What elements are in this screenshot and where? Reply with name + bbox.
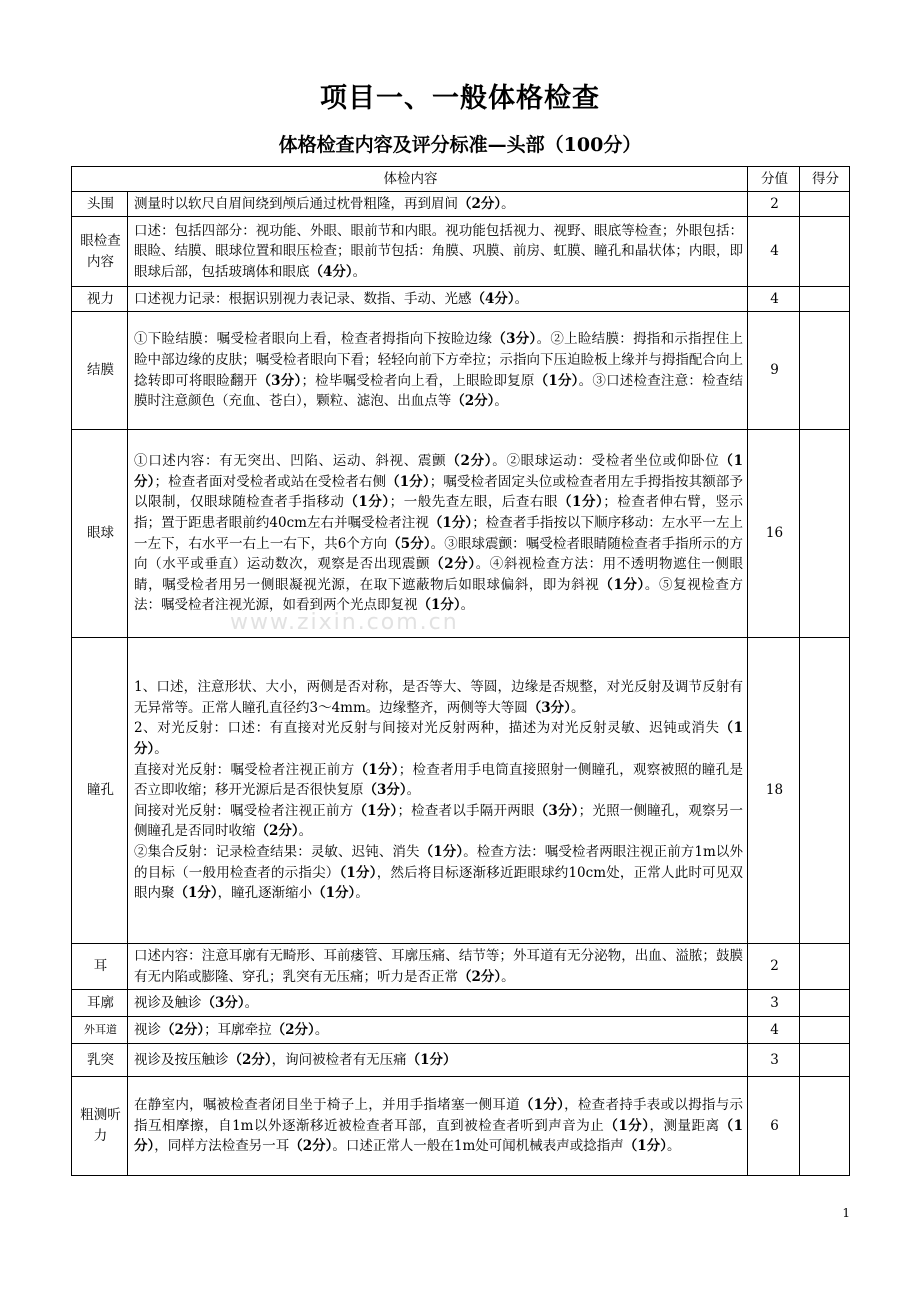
row-score-cell[interactable] (800, 944, 850, 990)
content-text: ，同样方法检查另一耳 (154, 1138, 290, 1155)
content-text: ；光照一侧瞳孔，观察另一侧瞳孔是否同时收缩 (134, 802, 744, 840)
row-content (128, 312, 748, 430)
content-text: ，检查者持手表或以拇指与示指互相摩擦，自1m以外逐渐移近被检查者耳部，直到被检查者听到声音为止 (134, 1097, 743, 1134)
content-text: 视诊及按压触诊 (134, 1051, 229, 1068)
score-points: （2分） (228, 1051, 272, 1068)
score-points: （2分） (289, 1138, 333, 1155)
content-text: 。 (298, 823, 313, 840)
content-text: 视诊及触诊 (134, 994, 202, 1011)
content-text: 。 (460, 597, 475, 614)
table-row (72, 944, 850, 990)
content-text: 。 (352, 263, 367, 280)
row-content (128, 287, 748, 312)
score-points: （1分） (519, 1097, 565, 1114)
page-number: 1 (842, 1206, 850, 1220)
score-points: （4分） (471, 290, 515, 307)
content-text: 测量时以软尺自眉间绕到颅后通过枕骨粗隆，再到眉间 (134, 195, 458, 212)
score-points: （1分） (134, 720, 743, 758)
row-content (128, 217, 748, 287)
row-value: 4 (748, 1017, 800, 1044)
row-value: 4 (748, 217, 800, 287)
row-score-cell[interactable] (800, 990, 850, 1017)
scoring-table (71, 166, 850, 1176)
row-value: 3 (748, 1044, 800, 1077)
content-text: ①口述内容：有无突出、凹陷、运动、斜视、震颤 (134, 453, 447, 470)
row-value: 4 (748, 287, 800, 312)
row-category: 瞳孔 (72, 638, 128, 944)
score-points: （2分） (451, 393, 495, 410)
content-text: 视诊 (134, 1021, 161, 1038)
row-score-cell[interactable] (800, 312, 850, 430)
row-value: 6 (748, 1077, 800, 1176)
content-text: ；耳廓牵拉 (204, 1021, 272, 1038)
score-points: （3分） (201, 994, 245, 1011)
score-points: （4分） (309, 263, 353, 280)
content-text: 。 (570, 699, 585, 716)
content-text: 。③口述检查注意：检查结膜时注意颜色（充血、苍白），颗粒、滤泡、出血点等 (134, 372, 744, 410)
content-text: ，然后将目标逐渐移近距眼球约10cm处，正常人此时可见双眼内聚 (134, 864, 743, 902)
row-category: 外耳道 (72, 1017, 128, 1044)
row-value: 18 (748, 638, 800, 944)
content-text: 。④斜视检查方法：用不透明物遮住一侧眼睛，嘱受检者用另一侧眼凝视光源，在取下遮蔽物后如眼球偏斜，即为斜视 (134, 556, 744, 593)
score-points: （1分） (534, 372, 579, 389)
row-score-cell[interactable] (800, 1044, 850, 1077)
table-row (72, 217, 850, 287)
content-text: 。②眼球运动：受检者坐位或仰卧位 (492, 453, 720, 470)
watermark: www.zixin.com.cn (230, 610, 459, 635)
table-row (72, 638, 850, 944)
score-points: （3分） (257, 372, 302, 389)
row-value: 16 (748, 430, 800, 638)
row-category: 眼检查内容 (72, 217, 128, 287)
table-header-row (72, 167, 850, 192)
score-points: （2分） (271, 1021, 315, 1038)
row-score-cell[interactable] (800, 287, 850, 312)
score-points: （1分） (419, 843, 464, 860)
score-points: （3分） (534, 802, 579, 819)
row-category: 视力 (72, 287, 128, 312)
content-text: 。 (406, 782, 421, 799)
header-value: 分值 (748, 167, 800, 192)
score-points: （2分） (446, 453, 493, 470)
content-text: 。 (244, 994, 259, 1011)
score-points: （1分） (354, 761, 399, 778)
score-points: （1分） (174, 885, 218, 902)
score-points: （1分） (353, 802, 398, 819)
row-value: 2 (748, 192, 800, 217)
row-content (128, 638, 748, 944)
score-points: （1分） (386, 473, 430, 490)
content-text: 。 (154, 741, 168, 758)
row-content (128, 1044, 748, 1077)
score-points: （1分） (134, 453, 743, 490)
content-text: ，瞳孔逐渐缩小 (217, 885, 313, 902)
row-category: 耳廓 (72, 990, 128, 1017)
content-text: 口述：包括四部分：视功能、外眼、眼前节和内眼。视功能包括视力、视野、眼底等检查；外眼包括：眼睑、结膜、眼球位置和眼压检查；眼前节包括：角膜、巩膜、前房、虹膜、瞳孔和晶状体；内眼，即眼球后部，包括玻璃体和眼底 (134, 222, 743, 280)
score-points: （1分） (134, 1117, 744, 1155)
row-content (128, 944, 748, 990)
score-points: （1分） (344, 494, 390, 511)
content-text: 2、对光反射：口述：有直接对光反射与间接对光反射两种，描述为对光反射灵敏、迟钝或消失 (134, 720, 720, 737)
row-value: 2 (748, 944, 800, 990)
content-text: ；检查者用手电筒直接照射一侧瞳孔，观察被照的瞳孔是否立即收缩；移开光源后是否很快复原 (134, 761, 743, 799)
row-score-cell[interactable] (800, 430, 850, 638)
score-points: （1分） (339, 864, 377, 881)
content-text: ，询问被检者有无压痛 (271, 1051, 407, 1068)
content-text: 。 (355, 885, 369, 902)
row-score-cell[interactable] (800, 217, 850, 287)
content-text: 。 (514, 290, 529, 307)
row-value: 9 (748, 312, 800, 430)
content-text: ；检查者以手隔开两眼 (397, 802, 535, 819)
score-points: （1分） (604, 1117, 650, 1134)
content-text: ；检查者伸右臂，竖示指；置于距患者眼前约40cm左右并嘱受检者注视 (134, 494, 744, 531)
row-category: 眼球 (72, 430, 128, 638)
table-row (72, 1044, 850, 1077)
content-text: 口述视力记录：根据识别视力表记录、数指、手动、光感 (134, 290, 472, 307)
content-text: ，测量距离 (649, 1117, 720, 1134)
score-points: （1分） (599, 576, 645, 593)
score-points: （2分） (255, 823, 299, 840)
score-points: （1分） (417, 597, 461, 614)
row-content (128, 430, 748, 638)
table-row (72, 192, 850, 217)
row-score-cell[interactable] (800, 638, 850, 944)
table-row (72, 1017, 850, 1044)
content-text: ；嘱受检者固定头位或检查者用左手拇指按其额部予以限制，仅眼球随检查者手指移动 (134, 473, 743, 511)
table-row (72, 312, 850, 430)
table-row (72, 990, 850, 1017)
header-score: 得分 (800, 167, 850, 192)
score-points: （2分） (430, 556, 476, 573)
score-points: （1分） (623, 1138, 667, 1155)
content-text: 在静室内，嘱被检查者闭目坐于椅子上，并用手指堵塞一侧耳道 (134, 1097, 520, 1114)
content-text: 。口述正常人一般在1m处可闻机械表声或捻指声 (332, 1138, 624, 1155)
row-score-cell[interactable] (800, 1017, 850, 1044)
row-score-cell[interactable] (800, 192, 850, 217)
content-text: 。③眼球震颤：嘱受检者眼睛随检查者手指所示的方向（水平或垂直）运动数次，观察是否出现震颤 (134, 535, 743, 573)
row-category: 头围 (72, 192, 128, 217)
row-value: 3 (748, 990, 800, 1017)
score-points: （5分） (387, 535, 431, 552)
header-content: 体检内容 (72, 167, 748, 192)
row-content (128, 192, 748, 217)
score-points: （1分） (406, 1051, 457, 1068)
content-text: 口述内容：注意耳廓有无畸形、耳前瘘管、耳廓压痛、结节等；外耳道有无分泌物，出血、溢脓；鼓膜有无内陷或膨隆、穿孔；乳突有无压痛；听力是否正常 (134, 947, 743, 985)
content-text: 1、口述，注意形状、大小，两侧是否对称，是否等大、等圆，边缘是否规整，对光反射及调节反射有无异常等。正常人瞳孔直径约3～4mm。边缘整齐，两侧等大等圆 (134, 679, 743, 716)
content-text: ；检查者面对受检者或站在受检者右侧 (154, 473, 387, 490)
table-row (72, 287, 850, 312)
table-row (72, 430, 850, 638)
score-points: （2分） (458, 195, 502, 212)
score-points: （2分） (458, 968, 502, 985)
content-text: 。⑤复视检查方法：嘱受检者注视光源，如看到两个光点即复视 (134, 576, 744, 614)
content-text: 直接对光反射：嘱受检者注视正前方 (134, 761, 355, 778)
row-content (128, 1017, 748, 1044)
score-points: （1分） (428, 514, 473, 531)
score-points: （1分） (558, 494, 604, 511)
content-text: 。 (314, 1021, 329, 1038)
content-text: 间接对光反射：嘱受检者注视正前方 (134, 802, 354, 819)
content-text: ②集合反射：记录检查结果：灵敏、迟钝、消失 (134, 843, 420, 860)
row-category: 乳突 (72, 1044, 128, 1077)
content-text: ；检毕嘱受检者向上看，上眼睑即复原 (301, 372, 535, 389)
content-text: 。②上睑结膜：拇指和示指捏住上睑中部边缘的皮肤；嘱受检者眼向下看；轻轻向前下方牵拉；示指向下压迫睑板上缘并与拇指配合向上捻转即可将眼睑翻开 (134, 331, 743, 389)
score-points: （3分） (363, 782, 407, 799)
content-text: 。 (494, 393, 508, 410)
score-points: （1分） (312, 885, 356, 902)
page-title: 项目一、一般体格检查 (320, 83, 600, 114)
score-points: （3分） (492, 331, 537, 348)
row-category: 结膜 (72, 312, 128, 430)
content-text: ①下睑结膜：嘱受检者眼向上看，检查者拇指向下按睑边缘 (134, 331, 493, 348)
content-text: 。 (501, 968, 515, 985)
content-text: 。 (501, 195, 515, 212)
row-category: 耳 (72, 944, 128, 990)
row-category: 粗测听力 (72, 1077, 128, 1176)
row-content (128, 1077, 748, 1176)
score-points: （2分） (161, 1021, 205, 1038)
content-text: ；检查者手指按以下顺序移动：左水平一左上一左下，右水平一右上一右下，共6个方向 (134, 514, 743, 552)
content-text: 。 (666, 1138, 681, 1155)
table-row (72, 1077, 850, 1176)
content-text: 。检查方法：嘱受检者两眼注视正前方1m以外的目标（一般用检查者的示指尖） (134, 843, 744, 881)
row-content (128, 990, 748, 1017)
row-score-cell[interactable] (800, 1077, 850, 1176)
content-text: ；一般先查左眼，后查右眼 (389, 494, 558, 511)
page-subtitle: 体格检查内容及评分标准—头部（100分） (278, 134, 642, 156)
score-points: （3分） (527, 699, 571, 716)
